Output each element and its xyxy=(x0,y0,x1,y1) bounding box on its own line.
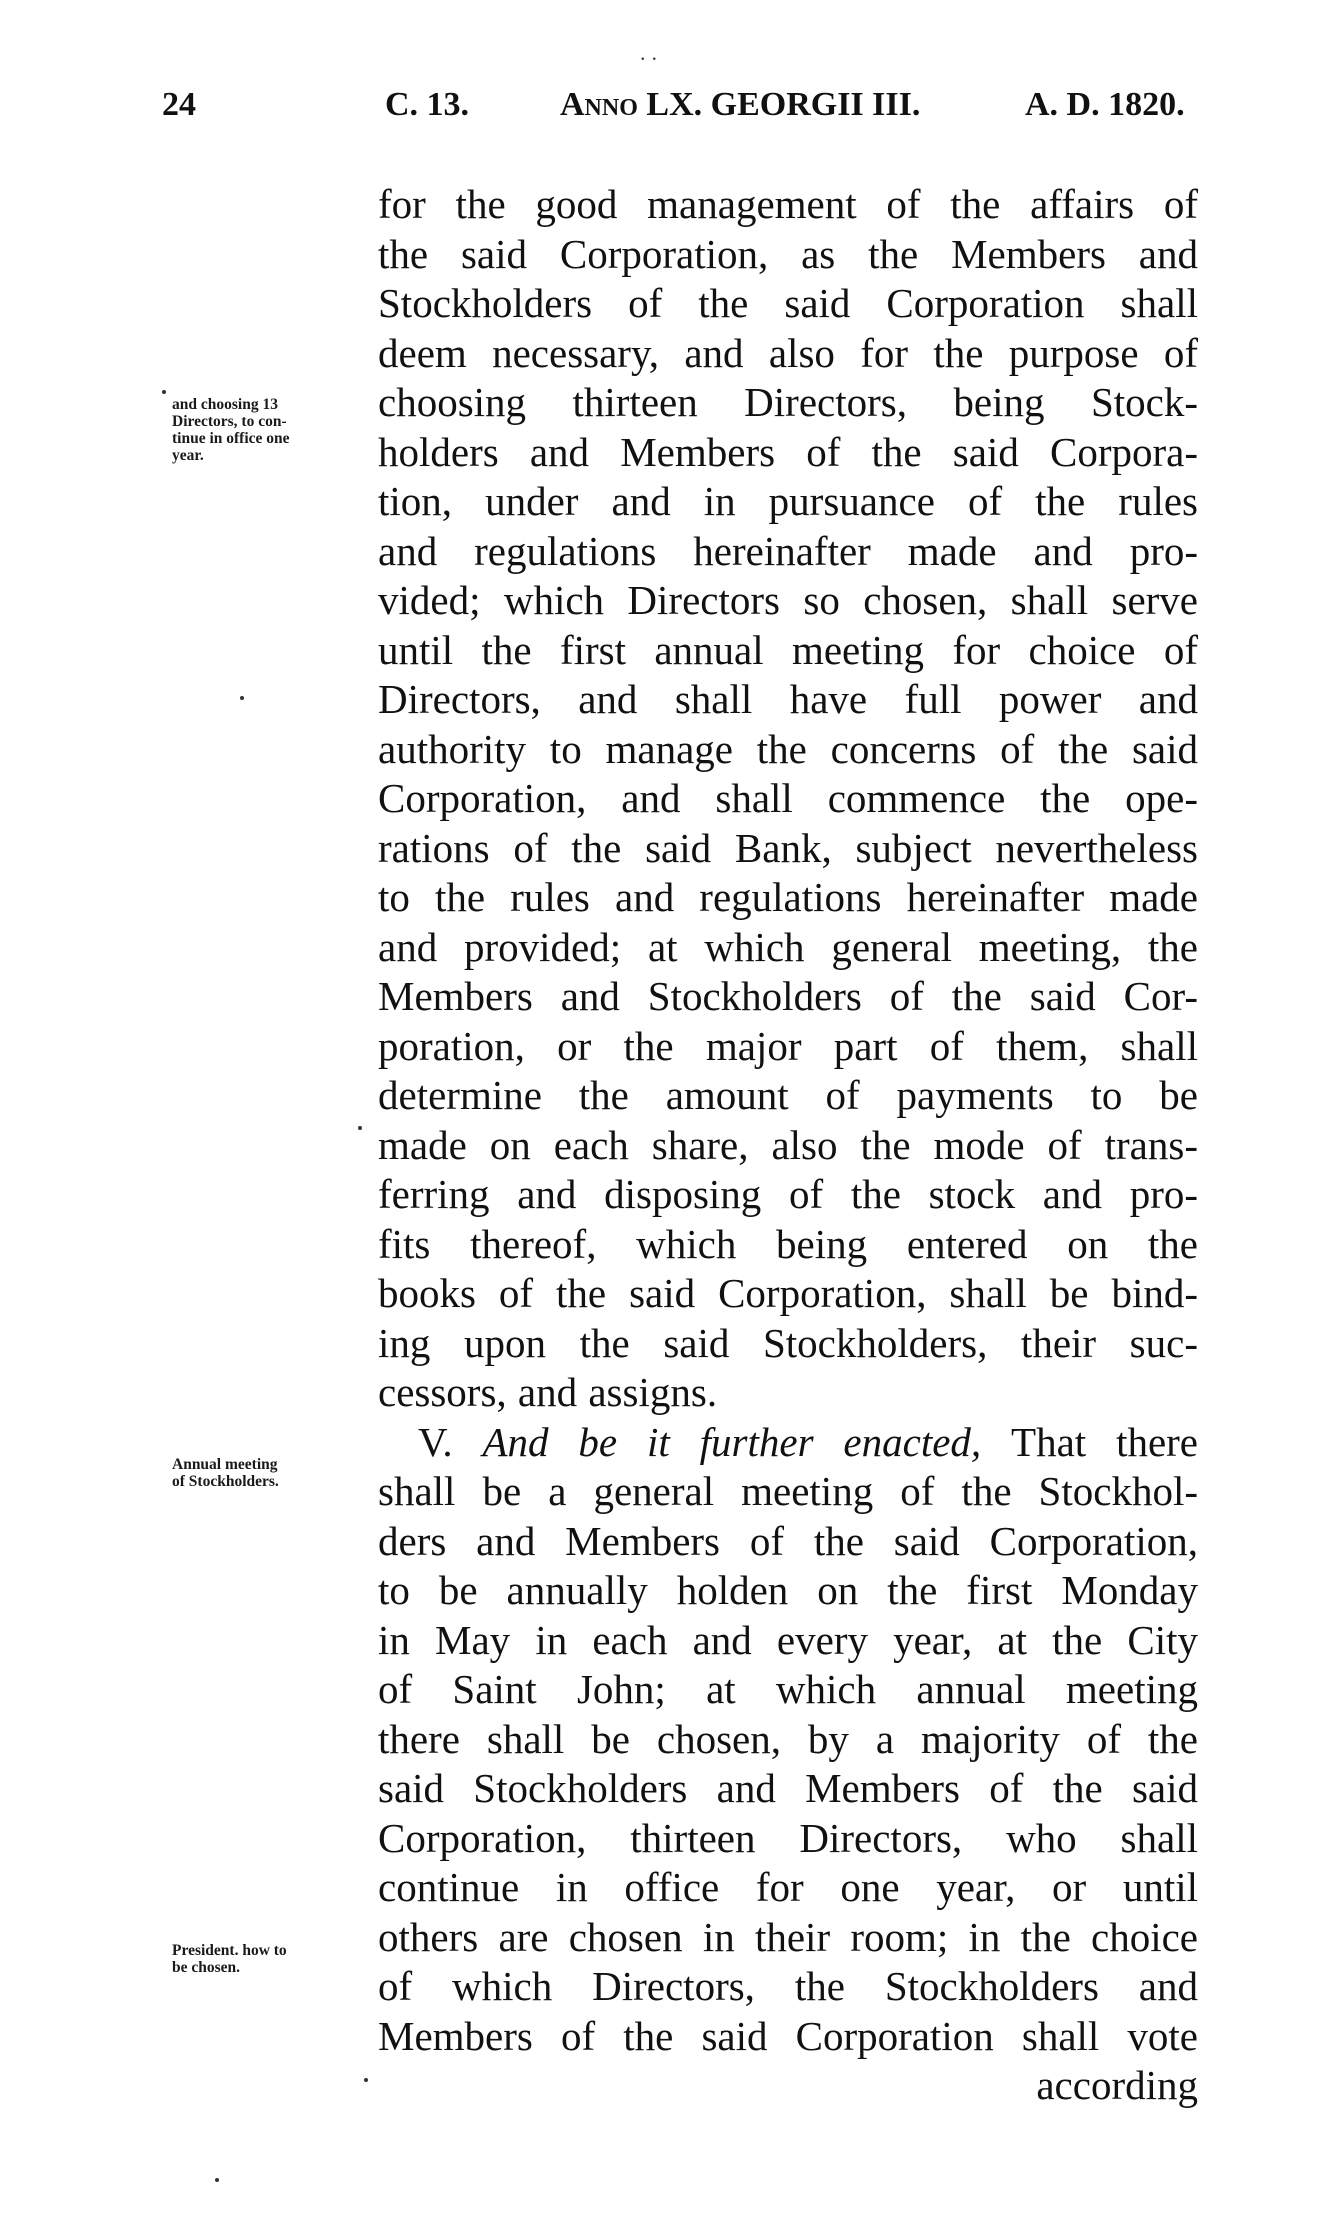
running-head xyxy=(0,86,1331,136)
body-line: Corporation, and shall commence the ope- xyxy=(378,775,1198,821)
body-line: to the rules and regulations hereinafter made xyxy=(378,874,1198,920)
catchword: according xyxy=(1036,2062,1198,2108)
body-line: books of the said Corporation, shall be bind- xyxy=(378,1270,1198,1316)
body-line: fits thereof, which being entered on the xyxy=(378,1220,1198,1267)
chapter-number: C. 13. xyxy=(385,86,470,123)
body-line: Members of the said Corporation shall vote xyxy=(378,2012,1198,2059)
enacting-clause: And be it further enacted, xyxy=(482,1418,982,1465)
body-line: for the good management of the affairs of xyxy=(378,181,1198,227)
margin-note-president xyxy=(172,1942,372,1976)
body-line: there shall be chosen, by a majority of the xyxy=(378,1715,1198,1762)
print-speck xyxy=(364,2078,368,2082)
margin-note-line: of Stockholders. xyxy=(172,1473,279,1490)
margin-note-line: President. how to xyxy=(172,1942,287,1959)
body-line: until the first annual meeting for choice of xyxy=(378,626,1198,673)
body-line: shall be a general meeting of the Stockhol- xyxy=(378,1468,1198,1514)
body-line: made on each share, also the mode of trans- xyxy=(378,1121,1198,1168)
regnal-year: Anno LX. GEORGII III. xyxy=(560,86,921,123)
body-line: determine the amount of payments to be xyxy=(378,1072,1198,1118)
body-line: poration, or the major part of them, shall xyxy=(378,1022,1198,1069)
calendar-year: A. D. 1820. xyxy=(1025,86,1185,123)
body-line: Corporation, thirteen Directors, who shall xyxy=(378,1814,1198,1861)
body-line: continue in office for one year, or until xyxy=(378,1864,1198,1910)
body-line: ders and Members of the said Corporation, xyxy=(378,1517,1198,1564)
body-line: Stockholders of the said Corporation shall xyxy=(378,280,1198,326)
body-line: deem necessary, and also for the purpose of xyxy=(378,329,1198,376)
body-line: of which Directors, the Stockholders and xyxy=(378,1963,1198,2009)
margin-note-directors xyxy=(172,396,372,464)
body-text xyxy=(378,180,1198,2111)
margin-note-line: Directors, to con- xyxy=(172,413,287,430)
body-line: Directors, and shall have full power and xyxy=(378,676,1198,722)
margin-note-line: and choosing 13 xyxy=(172,396,278,413)
body-line: to be annually holden on the first Monday xyxy=(378,1567,1198,1613)
body-line: rations of the said Bank, subject nevertheless xyxy=(378,824,1198,871)
margin-note-line: tinue in office one xyxy=(172,430,290,447)
body-line: ing upon the said Stockholders, their suc- xyxy=(378,1319,1198,1366)
print-speck xyxy=(162,390,166,394)
body-line: holders and Members of the said Corpora- xyxy=(378,428,1198,475)
body-line: cessors, and assigns. xyxy=(378,1369,718,1415)
body-line: tion, under and in pursuance of the rules xyxy=(378,478,1198,524)
print-speck xyxy=(358,1126,362,1130)
body-line: choosing thirteen Directors, being Stock- xyxy=(378,379,1198,425)
body-line: said Stockholders and Members of the said xyxy=(378,1765,1198,1811)
print-speck xyxy=(240,696,244,700)
print-speck xyxy=(215,2178,219,2182)
body-line: authority to manage the concerns of the said xyxy=(378,725,1198,772)
body-line: Members and Stockholders of the said Cor- xyxy=(378,973,1198,1019)
section-numeral: V. xyxy=(418,1418,453,1465)
body-line: the said Corporation, as the Members and xyxy=(378,230,1198,277)
page-number: 24 xyxy=(162,86,196,123)
body-line: of Saint John; at which annual meeting xyxy=(378,1666,1198,1712)
body-line: others are chosen in their room; in the choice xyxy=(378,1913,1198,1960)
body-line: and provided; at which general meeting, the xyxy=(378,923,1198,970)
section-v-heading xyxy=(378,1418,1198,1468)
margin-note-line: Annual meeting xyxy=(172,1456,278,1473)
margin-note-line: be chosen. xyxy=(172,1959,241,1976)
section-first-line-rest: That there xyxy=(1011,1418,1199,1465)
margin-note-annual-meeting xyxy=(172,1456,372,1490)
body-line: in May in each and every year, at the City xyxy=(378,1616,1198,1663)
top-mark: .. xyxy=(640,40,663,65)
margin-note-line: year. xyxy=(172,447,204,464)
body-line: vided; which Directors so chosen, shall serve xyxy=(378,577,1198,623)
body-line: and regulations hereinafter made and pro- xyxy=(378,527,1198,574)
body-line: ferring and disposing of the stock and pro- xyxy=(378,1171,1198,1217)
